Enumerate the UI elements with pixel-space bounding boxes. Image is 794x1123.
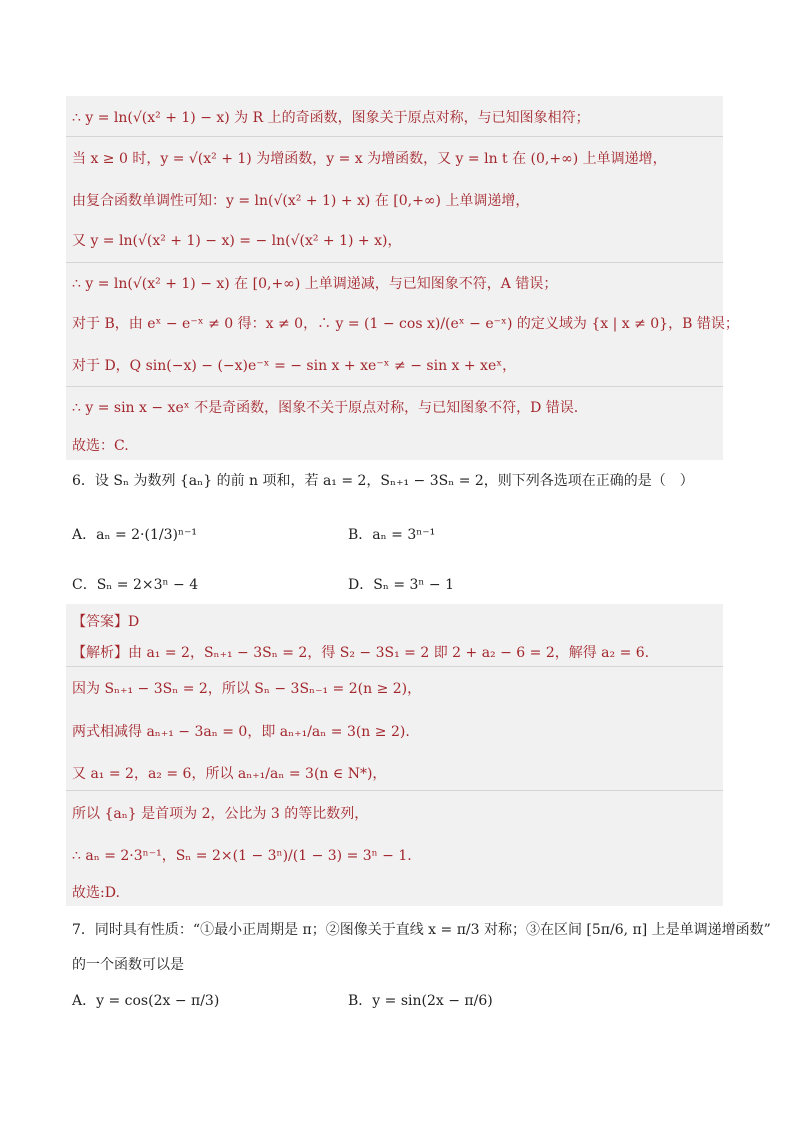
solution5-line5: ∴ y = ln(√(x² + 1) − x) 在 [0,+∞) 上单调递减，与已知图象不符，A 错误；	[72, 276, 558, 292]
question7-stem-line1: 7．同时具有性质：“①最小正周期是 π；②图像关于直线 x = π/3 对称；③在区间 [5π/6, π] 上是单调递增函数”	[72, 922, 771, 938]
solution5-line1: ∴ y = ln(√(x² + 1) − x) 为 R 上的奇函数，图象关于原点对称，与已知图象相符；	[72, 110, 590, 126]
question6-solution-line1: 【解析】由 a₁ = 2，Sₙ₊₁ − 3Sₙ = 2，得 S₂ − 3S₁ = 2 即 2 + a₂ − 6 = 2，解得 a₂ = 6.	[72, 645, 650, 661]
question6-answer: 【答案】D	[72, 614, 140, 630]
question6-stem: 6．设 Sₙ 为数列 {aₙ} 的前 n 项和，若 a₁ = 2，Sₙ₊₁ − 3Sₙ = 2，则下列各选项在正确的是（ ）	[72, 473, 694, 489]
solution5-line2: 当 x ≥ 0 时，y = √(x² + 1) 为增函数，y = x 为增函数，又 y = ln t 在 (0,+∞) 上单调递增，	[72, 151, 667, 167]
solution5-line3: 由复合函数单调性可知：y = ln(√(x² + 1) + x) 在 [0,+∞) 上单调递增，	[72, 193, 530, 209]
solution5-line4: 又 y = ln(√(x² + 1) − x) = − ln(√(x² + 1) + x)，	[72, 233, 402, 249]
question7-stem-line2: 的一个函数可以是	[72, 957, 184, 973]
question7-option-a: A．y = cos(2x − π/3)	[72, 993, 220, 1009]
solution5-line6: 对于 B，由 eˣ − e⁻ˣ ≠ 0 得：x ≠ 0，∴ y = (1 − cos x)/(eˣ − e⁻ˣ) 的定义域为 {x | x ≠ 0}，B 错误；	[72, 316, 739, 332]
question6-option-a: A．aₙ = 2·(1/3)ⁿ⁻¹	[72, 527, 198, 543]
question6-solution-line2: 因为 Sₙ₊₁ − 3Sₙ = 2，所以 Sₙ − 3Sₙ₋₁ = 2(n ≥ 2)，	[72, 681, 422, 697]
question6-solution-line5: 所以 {aₙ} 是首项为 2，公比为 3 的等比数列，	[72, 806, 369, 822]
question6-option-b: B．aₙ = 3ⁿ⁻¹	[348, 527, 436, 543]
solution5-line8: ∴ y = sin x − xeˣ 不是奇函数，图象不关于原点对称，与已知图象不符，D 错误.	[72, 400, 579, 416]
solution5-line7: 对于 D，Q sin(−x) − (−x)e⁻ˣ = − sin x + xe⁻ˣ ≠ − sin x + xeˣ，	[72, 358, 517, 374]
question6-solution-line4: 又 a₁ = 2，a₂ = 6，所以 aₙ₊₁/aₙ = 3(n ∈ N*)，	[72, 766, 387, 782]
question7-option-b: B．y = sin(2x − π/6)	[348, 993, 493, 1009]
question6-solution-line6: ∴ aₙ = 2·3ⁿ⁻¹，Sₙ = 2×(1 − 3ⁿ)/(1 − 3) = 3ⁿ − 1.	[72, 848, 412, 864]
solution5-line9: 故选：C.	[72, 438, 129, 454]
question6-option-d: D．Sₙ = 3ⁿ − 1	[348, 577, 455, 593]
question6-solution-line7: 故选:D.	[72, 885, 120, 901]
question6-solution-line3: 两式相减得 aₙ₊₁ − 3aₙ = 0，即 aₙ₊₁/aₙ = 3(n ≥ 2).	[72, 724, 410, 740]
question6-option-c: C．Sₙ = 2×3ⁿ − 4	[72, 577, 199, 593]
